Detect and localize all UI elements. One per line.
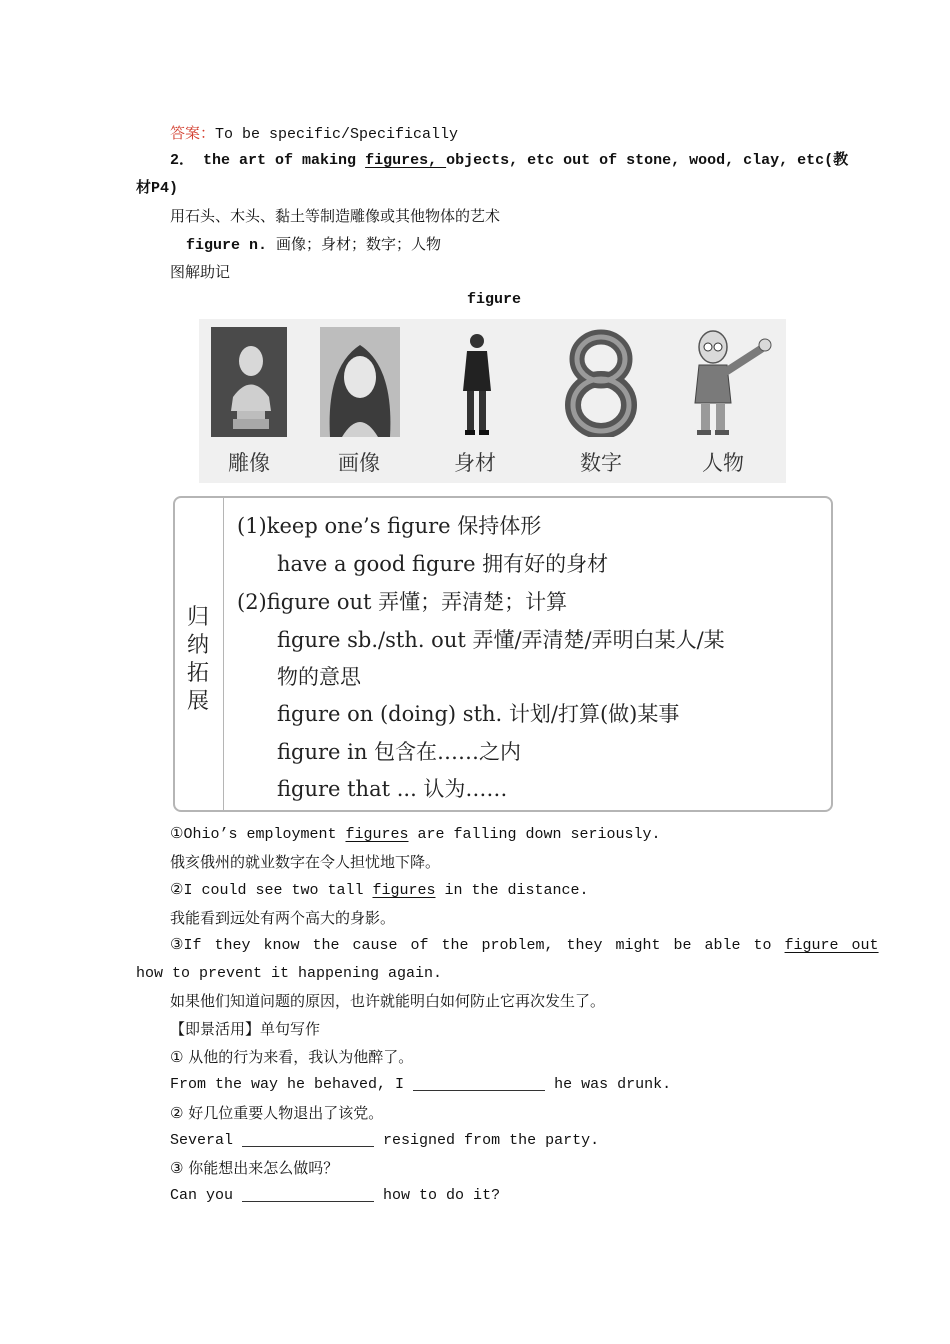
- answer-label: 答案：: [170, 124, 216, 142]
- image-caption: 画像: [338, 451, 380, 475]
- example-translation: 如果他们知道问题的原因，也许就能明白如何防止它再次发生了。: [170, 992, 606, 1010]
- item-text-pre: the art of making: [203, 152, 357, 169]
- side-char: 展: [186, 689, 209, 714]
- cartoon-man-icon: [679, 327, 783, 437]
- example-keyword: figures: [345, 826, 409, 843]
- mnemonic-label: 图解助记: [170, 263, 231, 281]
- summary-line: 物的意思: [277, 665, 361, 689]
- image-caption: 数字: [580, 451, 622, 475]
- person-silhouette-icon: [437, 327, 513, 437]
- definition-line: [186, 233, 441, 257]
- item-2-line-1: [170, 150, 848, 172]
- practice-text: how to do it?: [383, 1187, 501, 1204]
- example-text: in the distance.: [435, 882, 589, 899]
- statue-cell: [199, 319, 309, 483]
- example-sentence: [170, 880, 589, 902]
- answer-text: To be specific/Specifically: [215, 126, 459, 143]
- figure-image-strip: [199, 319, 786, 483]
- body-figure-cell: [425, 319, 535, 483]
- summary-line: figure in 包含在……之内: [277, 740, 522, 764]
- summary-line: figure sb./sth. out 弄懂/弄清楚/弄明白某人/某: [277, 628, 725, 652]
- item-number: 2．: [170, 152, 195, 169]
- item-text-post: objects, etc out of stone, wood, clay, etc(教: [446, 152, 849, 169]
- summary-side-label: [175, 498, 224, 810]
- answer-line: [170, 122, 458, 146]
- practice-text: resigned from the party.: [383, 1132, 600, 1149]
- summary-line: (1)keep one’s figure 保持体形: [237, 514, 542, 538]
- practice-heading: 【即景活用】单句写作: [170, 1020, 321, 1038]
- item-text-underlined: figures,: [365, 152, 447, 169]
- example-text: are falling down seriously.: [408, 826, 661, 843]
- example-translation: 俄亥俄州的就业数字在令人担忧地下降。: [170, 853, 441, 871]
- image-caption: 身材: [454, 451, 496, 475]
- example-translation: 我能看到远处有两个高大的身影。: [170, 909, 396, 927]
- practice-sentence: [170, 1074, 671, 1096]
- practice-text: he was drunk.: [554, 1076, 672, 1093]
- definition-meaning: 画像；身材；数字；人物: [276, 235, 442, 253]
- example-text: ①Ohio’s employment: [170, 826, 346, 843]
- example-sentence-line-2: how to prevent it happening again.: [136, 965, 443, 982]
- portrait-cell: [309, 319, 419, 483]
- definition-word: figure n.: [186, 237, 268, 254]
- figure-title: figure: [467, 291, 522, 308]
- practice-prompt: ① 从他的行为来看，我认为他醉了。: [170, 1048, 414, 1066]
- item-translation: 用石头、木头、黏土等制造雕像或其他物体的艺术: [170, 207, 501, 225]
- summary-line: (2)figure out 弄懂；弄清楚；计算: [237, 590, 568, 614]
- practice-text: Several: [170, 1132, 234, 1149]
- character-cell: [673, 319, 783, 483]
- answer-blank[interactable]: [242, 1187, 374, 1202]
- practice-sentence: [170, 1130, 599, 1152]
- summary-line: have a good figure 拥有好的身材: [277, 552, 609, 576]
- number-eight-icon: [563, 327, 639, 437]
- item-2-line-2: 材P4): [136, 180, 179, 197]
- example-sentence: [170, 935, 879, 957]
- practice-prompt: ② 好几位重要人物退出了该党。: [170, 1104, 384, 1122]
- practice-sentence: [170, 1185, 500, 1207]
- image-caption: 雕像: [228, 451, 270, 475]
- statue-icon: [211, 327, 287, 437]
- answer-blank[interactable]: [413, 1076, 545, 1091]
- summary-line: figure that ... 认为……: [277, 777, 508, 801]
- example-text: ②I could see two tall: [170, 882, 373, 899]
- summary-box: [173, 496, 833, 812]
- practice-prompt: ③ 你能想出来怎么做吗？: [170, 1159, 339, 1177]
- answer-blank[interactable]: [242, 1132, 374, 1147]
- image-caption: 人物: [702, 451, 744, 475]
- summary-line: figure on (doing) sth. 计划/打算(做)某事: [277, 702, 680, 726]
- example-text: ③If they know the cause of the problem, they might be able to: [170, 937, 785, 954]
- side-char: 拓: [186, 661, 209, 686]
- example-keyword: figure out: [784, 937, 879, 954]
- practice-text: From the way he behaved, I: [170, 1076, 405, 1093]
- example-keyword: figures: [372, 882, 436, 899]
- example-sentence: [170, 824, 661, 846]
- portrait-icon: [319, 327, 401, 437]
- side-char: 归: [186, 605, 209, 630]
- side-char: 纳: [186, 633, 209, 658]
- number-cell: [551, 319, 661, 483]
- practice-text: Can you: [170, 1187, 234, 1204]
